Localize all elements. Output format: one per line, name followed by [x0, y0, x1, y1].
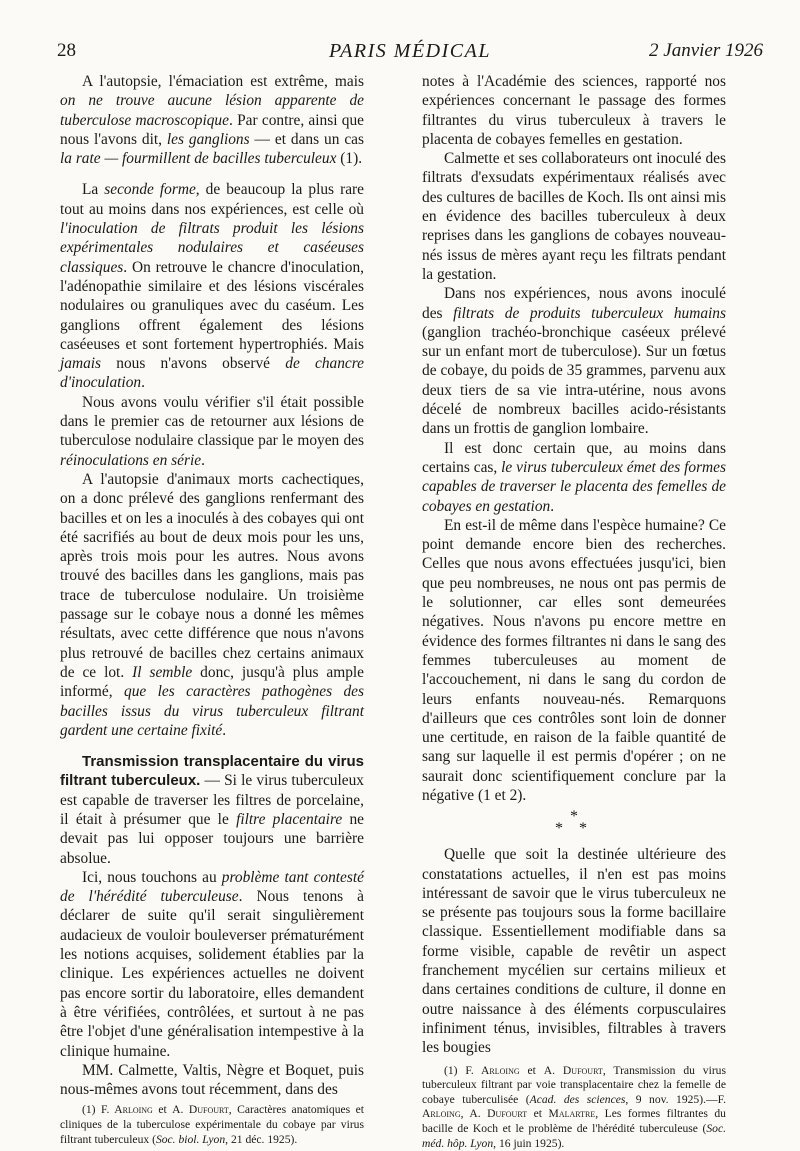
right-column [422, 72, 726, 1151]
paragraph: Dans nos expériences, nous avons inoculé des filtrats de produits tuberculeux humains (ganglion trachéo-bronchique caséeux prélevé sur un enfant mort de tuberculose). Sur un fœtus de cobaye, du poids de 35 grammes, parvenu aux deux tiers de sa vie intra-utérine, nous avons décelé de nombreux bacilles acido-résistants dans un frottis de ganglion lombaire. [422, 285, 726, 438]
page-header [57, 40, 763, 66]
paragraph: Il est donc certain que, au moins dans certains cas, le virus tuberculeux émet des formes capables de traverser le placenta des femelles de cobayes en gestation. [422, 439, 726, 515]
paragraph: La seconde forme, de beaucoup la plus rare tout au moins dans nos expériences, est celle où l'inoculation de filtrats produit les lésions expérimentales nodulaires et caséeuses classiques. On retrouve le chancre d'inoculation, l'adénopathie similaire et des lésions viscérales nodulaires ou granuliques avec du caséum. Les ganglions offrent également des lésions caséeuses et sont fortement hypertrophiés. Mais jamais nous n'avons observé de chancre d'inoculation. [60, 181, 364, 392]
paragraph: Ici, nous touchons au problème tant contesté de l'hérédité tuberculeuse. Nous tenons à déclarer de suite qu'il serait singulièrement audacieux de vouloir bouleverser prématurément les notions acquises, solidement établies par la clinique. Les expériences actuelles ne doivent pas encore sortir du laboratoire, elles demandent à être vérifiées, contrôlées, et surtout à ne pas être l'objet d'une généralisation intempestive à la clinique humaine. [60, 868, 364, 1060]
paragraph: Calmette et ses collaborateurs ont inoculé des filtrats d'exsudats expérimentaux réalisés avec des cultures de bacilles de Koch. Ils ont ainsi mis en évidence des bacilles tuberculeux à deux reprises dans les ganglions de cobayes nouveau-nés issus de mères ayant reçu les filtrats pendant la gestation. [422, 150, 726, 283]
journal-title: PARIS MÉDICAL [329, 40, 491, 62]
section-title: Transmission transplacentaire du virus filtrant tuberculeux. [60, 753, 364, 790]
issue-date: 2 Janvier 1926 [649, 40, 763, 61]
page-number: 28 [57, 40, 76, 61]
paragraph: notes à l'Académie des sciences, rapporté nos expériences concernant le passage des formes filtrantes du virus tuberculeux à travers le placenta de cobayes femelles en gestation. [422, 73, 726, 148]
paragraph: En est-il de même dans l'espèce humaine? Ce point demande encore bien des recherches. Celles que nous avons effectuées jusqu'ici, bien que peu nombreuses, ne nous ont pas permis de le solutionner, car elles sont demeurées négatives. Nous n'avons pu encore mettre en évidence des formes filtrantes ni dans le sang des femmes tuberculeuses au moment de l'accouchement, ni dans le sang du cordon de leurs enfants nouveau-nés. Remarquons d'ailleurs que ces contrôles sont loin de donner une certitude, en raison de la faible quantité de sang sur laquelle il est permis d'opérer ; on ne saurait donc scientifiquement conclure par la négative (1 et 2). [422, 516, 726, 804]
section-separator: * * * [555, 808, 593, 838]
footnote: (1) F. Arloing et A. Dufourt, Transmission du virus tuberculeux filtrant par voie transplacentaire chez la femelle de cobaye tuberculisée (Acad. des sciences, 9 nov. 1925).—F. Arloing, A. Dufourt et Malartre, Les formes filtrantes du bacille de Koch et le problème de l'hérédité tuberculeuse (Soc. méd. hôp. Lyon, 16 juin 1925). [422, 1063, 726, 1150]
paragraph: A l'autopsie, l'émaciation est extrême, mais on ne trouve aucune lésion apparente de tuberculose macroscopique. Par contre, ainsi que nous l'avons dit, les ganglions — et dans un cas la rate — fourmillent de bacilles tuberculeux (1). [60, 73, 364, 168]
paragraph: Quelle que soit la destinée ultérieure des constatations actuelles, il n'en est pas moins intéressant de savoir que le virus tuberculeux ne se présente pas toujours sous la forme bacillaire classique. Essentiellement modifiable dans sa forme visible, capable de revêtir un aspect franchement mycélien sur certains milieux et dans certaines conditions de culture, il donne en outre naissance à des éléments corpusculaires infiniment ténus, invisibles, filtrables à travers les bougies [422, 846, 726, 1057]
footnote: (1) F. Arloing et A. Dufourt, Caractères anatomiques et cliniques de la tuberculose expérimentale du cobaye par virus filtrant tuberculeux (Soc. biol. Lyon, 21 déc. 1925). [60, 1103, 364, 1146]
left-column [60, 72, 364, 1147]
paragraph: Nous avons voulu vérifier s'il était possible dans le premier cas de retourner aux lésions de tuberculose nodulaire classique par le moyen des réinoculations en série. [60, 393, 364, 469]
section-paragraph: Transmission transplacentaire du virus filtrant tuberculeux. — Si le virus tuberculeux est capable de traverser les filtres de porcelaine, il était à présumer que le filtre placentaire ne devait pas lui opposer toujours une barrière absolue. [60, 753, 364, 867]
paragraph: A l'autopsie d'animaux morts cachectiques, on a donc prélevé des ganglions renfermant des bacilles et on les a inoculés à des cobayes qui ont été sacrifiés au bout de deux mois pour les uns, après trois mois pour les autres. Nous avons trouvé des bacilles dans les ganglions, mais pas trace de tuberculose nodulaire. Un troisième passage sur le cobaye nous a donné les mêmes résultats, avec cette différence que nous n'avons plus retrouvé de bacilles chez certains animaux de ce lot. Il semble donc, jusqu'à plus ample informé, que les caractères pathogènes des bacilles issus du virus tuberculeux filtrant gardent une certaine fixité. [60, 470, 365, 739]
paragraph: MM. Calmette, Valtis, Nègre et Boquet, puis nous-mêmes avons tout récemment, dans des [60, 1061, 364, 1099]
